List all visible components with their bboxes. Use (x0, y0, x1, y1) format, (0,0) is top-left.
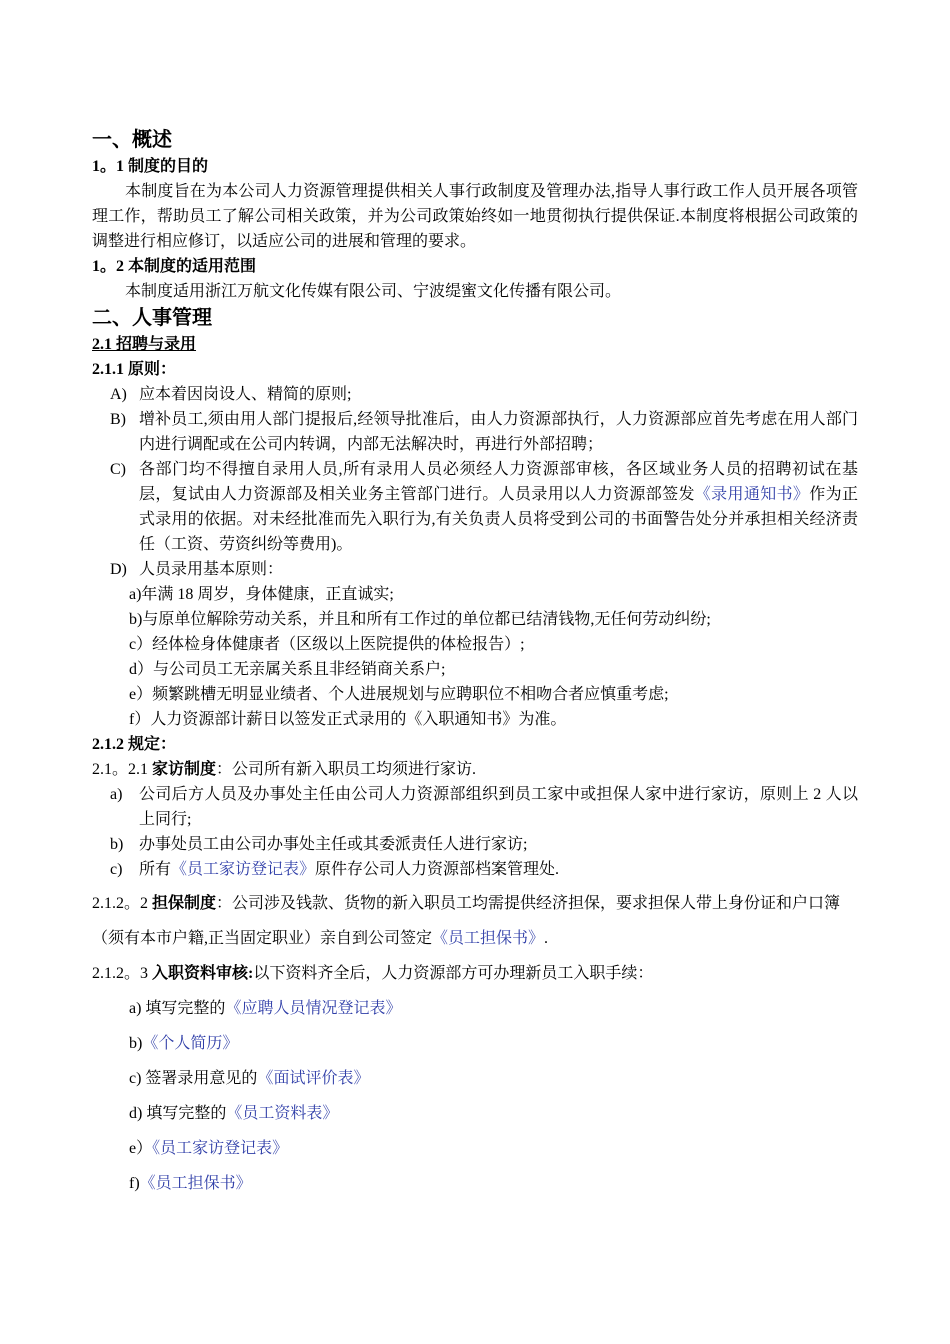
heading-1-2: 1。2 本制度的适用范围 (92, 258, 257, 275)
heading-2-1-2: 2.1.2 规定： (92, 736, 177, 753)
basic-principle-item: f）人力资源部计薪日以签发正式录用的《入职通知书》为准。 (129, 711, 567, 728)
heading-2-1: 2.1 招聘与录用 (92, 336, 197, 353)
basic-principle-item: e）频繁跳槽无明显业绩者、个人进展规划与应聘职位不相吻合者应慎重考虑; (129, 686, 669, 703)
item-prefix: e） (129, 1140, 153, 1157)
form-link[interactable]: 《员工担保书》 (432, 930, 545, 947)
item-prefix: a) 填写完整的 (129, 1000, 226, 1017)
principle-item (92, 457, 858, 557)
basic-principle-item: a)年满 18 周岁，身体健康，正直诚实; (129, 586, 394, 603)
rule-title: 入职资料审核: (152, 965, 254, 982)
section-1-title: 一、概述 (92, 129, 172, 151)
form-link[interactable]: 《员工担保书》 (139, 1175, 252, 1192)
item-text: 办事处员工由公司办事处主任或其委派责任人进行家访; (139, 836, 528, 853)
form-link[interactable]: 《员工资料表》 (226, 1105, 339, 1122)
rule-text: ：公司涉及钱款、货物的新入职员工均需提供经济担保，要求担保人带上身份证和户口簿（须有本市户籍,正当固定职业）亲自到公司签定 (92, 895, 841, 947)
document-item (92, 1166, 858, 1201)
rule-number: 2.1.2。3 (92, 965, 153, 982)
paragraph-1-2: 本制度适用浙江万航文化传媒有限公司、宁波缇蜜文化传播有限公司。 (125, 283, 622, 300)
rule-title: 担保制度 (152, 895, 217, 912)
rule-text: . (544, 930, 549, 947)
form-link[interactable]: 《员工家访登记表》 (171, 861, 316, 878)
document-item (92, 1131, 858, 1166)
document-item (92, 991, 858, 1026)
home-visit-item (92, 832, 858, 857)
form-link[interactable]: 《面试评价表》 (257, 1070, 370, 1087)
basic-principle-item: c）经体检身体健康者（区级以上医院提供的体检报告）; (129, 636, 525, 653)
rule-number: 2.1.2。2 (92, 895, 153, 912)
item-text: 原件存公司人力资源部档案管理处. (315, 861, 560, 878)
rule-text: ：公司所有新入职员工均须进行家访. (216, 761, 477, 778)
home-visit-item (92, 782, 858, 832)
principle-text: 作为正式录用的依据。对未经批准而先入职行为,有关负责人员将受到公司的书面警告处分并承担相关经济责任（工资、劳资纠纷等费用)。 (139, 486, 858, 553)
heading-2-1-1: 2.1.1 原则： (92, 361, 177, 378)
item-prefix: f) (129, 1175, 140, 1192)
principle-item (92, 382, 858, 407)
rule-number: 2.1。2.1 (92, 761, 153, 778)
rule-guarantee (92, 886, 858, 956)
list-marker: C) (110, 461, 126, 478)
rule-text: 以下资料齐全后，人力资源部方可办理新员工入职手续： (253, 965, 654, 982)
item-prefix: c) 签署录用意见的 (129, 1070, 258, 1087)
form-link[interactable]: 《个人简历》 (142, 1035, 239, 1052)
form-link[interactable]: 《录用通知书》 (694, 486, 810, 503)
principle-text: 增补员工,须由用人部门提报后,经领导批准后，由人力资源部执行，人力资源部应首先考虑在用人部门内进行调配或在公司内转调，内部无法解决时，再进行外部招聘； (139, 411, 858, 453)
document-item (92, 1096, 858, 1131)
principle-item (92, 407, 858, 457)
home-visit-item (92, 857, 858, 882)
rule-home-visit (92, 757, 858, 782)
form-link[interactable]: 《应聘人员情况登记表》 (225, 1000, 402, 1017)
basic-principle-item: b)与原单位解除劳动关系，并且和所有工作过的单位都已结清钱物,无任何劳动纠纷; (129, 611, 711, 628)
section-2-title: 二、人事管理 (92, 307, 212, 329)
rule-title: 家访制度 (152, 761, 217, 778)
list-marker: b) (110, 836, 124, 853)
list-marker: D) (110, 561, 127, 578)
principle-text: 各部门均不得擅自录用人员,所有录用人员必须经人力资源部审核，各区域业务人员的招聘初试在基层，复试由人力资源部及相关业务主管部门进行。人员录用以人力资源部签发 (139, 461, 858, 503)
item-prefix: d) 填写完整的 (129, 1105, 227, 1122)
list-marker: a) (110, 786, 123, 803)
heading-1-1: 1。1 制度的目的 (92, 158, 209, 175)
paragraph-1-1: 本制度旨在为本公司人力资源管理提供相关人事行政制度及管理办法,指导人事行政工作人员开展各项管理工作，帮助员工了解公司相关政策，并为公司政策始终如一地贯彻执行提供保证.本制度将根据公司政策的调整进行相应修订，以适应公司的进展和管理的要求。 (92, 183, 858, 250)
item-prefix: b) (129, 1035, 143, 1052)
list-marker: c) (110, 861, 123, 878)
list-marker: B) (110, 411, 126, 428)
rule-onboarding-docs (92, 956, 858, 991)
document-item (92, 1026, 858, 1061)
principle-text: 人员录用基本原则： (139, 561, 284, 578)
document-item (92, 1061, 858, 1096)
document-page (92, 126, 858, 1201)
basic-principle-item: d）与公司员工无亲属关系且非经销商关系户; (129, 661, 446, 678)
principle-item (92, 557, 858, 582)
list-marker: A) (110, 386, 127, 403)
item-text: 所有 (139, 861, 172, 878)
form-link[interactable]: 《员工家访登记表》 (152, 1140, 289, 1157)
item-text: 公司后方人员及办事处主任由公司人力资源部组织到员工家中或担保人家中进行家访，原则上 2 人以上同行; (139, 786, 858, 828)
principle-text: 应本着因岗设人、精简的原则; (139, 386, 352, 403)
